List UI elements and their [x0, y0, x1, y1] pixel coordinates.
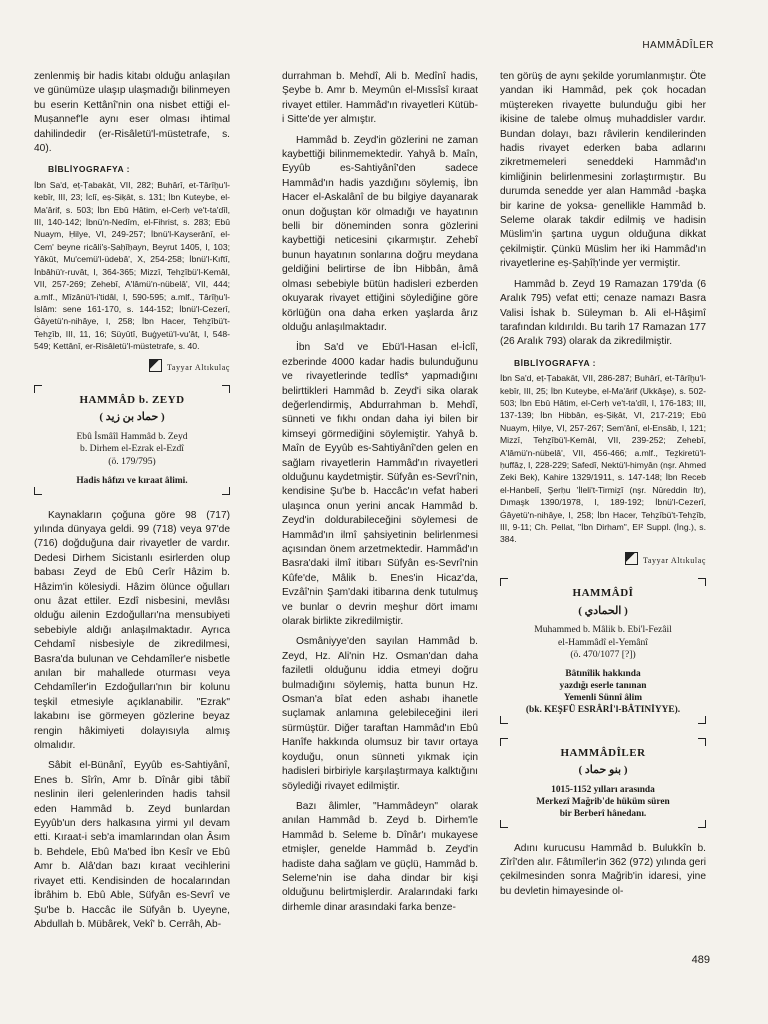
paragraph: durrahman b. Mehdî, Ali b. Medînî hadis, Şeybe b. Amr b. Meymûn el-Mıssîsî kıraat rivayet ettiler. Hammâd'ın rivayetleri Kütüb-i Sitte'de yer almıştır. [282, 71, 478, 126]
paragraph: Hammâd b. Zeyd'in gözlerini ne zaman kaybettiği bilinmemektedir. Yahyâ b. Maîn, Eyyûb es-Sahtiyânî'den sadece Hammâd'ın hadis yazdığını söylemiş, İbn Hacer el-Askalânî de bu bilgiye dayanarak onun doğuştan kör olmadığı ve hayatının belli bir döneminden sonra gözlerini kaybettiği neticesini çıkarmıştır. Zehebî bunun hayatının sonlarına doğru meydana geldiğini belirtirse de İbn Hibbân, âmâ olması sebebiyle bütün hadisleri ezberden okuyarak rivayet ettiğini söylediğine göre körlüğün ona daha erken yaşlarda ârız olduğu anlaşılmaktadır. [282, 134, 478, 333]
entry-meta-line: (ö. 179/795) [108, 455, 156, 467]
entry-description-line: Merkezî Mağrib'de hüküm süren [536, 796, 670, 807]
author-logo-icon [149, 359, 162, 372]
author-name: Tayyar Altıkulaç [642, 555, 706, 565]
entry-title: HAMMÂDÎLER [560, 746, 646, 759]
paragraph: ten görüş de aynı şekilde yorumlanmıştır. Öte yandan iki Hammâd, pek çok hocadan müştereken rivayette bulunduğu gibi her ikisine de talebe olmuş muhaddisler vardır. Bundan dolayı, bazı râvilerin kendilerinden hadis rivayet ederken baba adlarını zikretmemeleri seneddeki Hammâd'ın kimliğinin belirlenmesini zorlaştırmıştır. Bu durumda senedde yer alan Hammâd -başka bir karine de yoksa- genellikle Hammâd b. Seleme olarak takdir edilmiş ve hadisin Müslim'in şartına uygun olduğuna dikkat çekilmiştir. Çünkü Müslim her iki Hammâd'ın rivayetlerine eṣ-Ṣaḥîḥ'inde yer vermiştir. [500, 71, 706, 270]
author-logo-icon [625, 552, 638, 565]
entry-meta-line: (ö. 470/1077 [?]) [570, 649, 636, 661]
paragraph: zenlenmiş bir hadis kitabı olduğu anlaşılan ve günümüze ulaşıp ulaşmadığı bilinmeyen bu eserin Kettânî'nin ona nisbet ettiği el-Muṣannef'le aynı eser olması ihtimal dahilindedir (er-Risâletü'l-müstetrafe, s. 40). [34, 71, 230, 155]
entry-description-line: Bâtınîlik hakkında [565, 668, 641, 679]
entry-description: Hadis hâfızı ve kıraat âlimi. [76, 475, 188, 486]
column-3 [500, 70, 706, 905]
bibliography-heading: BİBLİYOGRAFYA : [48, 164, 130, 175]
author-signature [500, 552, 706, 568]
entry-meta [512, 624, 694, 662]
entry-cross-reference[interactable]: (bk. KEŞFÜ ESRÂRİ'l-BÂTINİYYE). [525, 704, 681, 715]
bibliography-text: İbn Sa'd, eṭ-Ṭabakāt, VII, 286-287; Buhârî, et-Târîḫu'l-kebîr, III, 25; İbn Kuteybe, el-Ma'ârif (Ukkâşe), s. 502-503; İbn Ebû Hâtim, el-Cerḥ ve't-ta'dîl, I, 176-183; III, 137-139; İbn Hibbân, eṣ-Ṣiḳât, VI, 217-219; Ebû Nuaym, Ḥilye, VI, 257-267; Sem'ânî, el-Ensâb, I, 121; Mizzî, Tehẕîbü'l-Kemâl, VII, 239-252; Zehebî, A'lâmü'n-nübelâ', VII, 456-466; a.mlf., Teẕkiretü'l-ḥuffâẓ, I, 228-229; Safedî, Nektü'l-himyân (nşr. Ahmed Zeki Bek), Kahire 1329/1911, s. 147-148; İbn Receb el-Hanbelî, Şerḥu 'İleli't-Tirmiẕî (nşr. Nûreddin Itr), Dımaşk 1390/1978, I, 189-192; İbnü'l-Cezerî, Ġâyetü'n-nihâye, I, 258; İbn Hacer, Tehẕîbü't-Tehẕîb, III, 9-11; Ch. Pellat, "İbn Dirham", EI² Suppl. (İng.), s. 384. [500, 373, 706, 545]
entry-meta-line: b. Dirhem el-Ezrak el-Ezdî [80, 443, 184, 455]
entry-heading-box [500, 578, 706, 724]
entry-description [512, 668, 694, 716]
entry-meta-line: Ebû İsmâîl Hammâd b. Zeyd [76, 430, 188, 442]
entry-description-line: Yemenli Sünnî âlim [563, 692, 643, 703]
entry-meta [46, 431, 218, 469]
entry-description-line: 1015-1152 yılları arasında [551, 784, 655, 795]
entry-heading-box [500, 738, 706, 828]
author-signature [34, 359, 230, 375]
entry-title: HAMMÂDÎ [572, 587, 634, 600]
running-header: HAMMÂDÎLER [642, 40, 714, 51]
paragraph: Osmâniyye'den sayılan Hammâd b. Zeyd, Hz. Ali'nin Hz. Osman'dan daha faziletli olduğunu iddia etmeyi doğru bulmadığını söylemiş, hatta bunun Hz. Osman'a bîat eden ashabı ihanetle suçlamak anlamına gelebileceğini ileri sürmüştür. Diğer taraftan Hammâd'ın Ebû Hanîfe hakkında olumsuz bir tavır ortaya koyduğu, onun sünneti yıkmak için hadisleri birbiriyle karşılaştırmaya kalktığını söylediği rivayet edilmiştir. [282, 636, 478, 792]
bibliography-heading: BİBLİYOGRAFYA : [514, 357, 596, 368]
bibliography-text: İbn Sa'd, eṭ-Ṭabakāt, VII, 282; Buhârî, et-Târîḫu'l-kebîr, III, 23; İclî, eṣ-Ṣiḳāt, s. 131; İbn Kuteybe, el-Ma'ârif, s. 503; İbn Ebû Hâtim, el-Cerḥ ve't-ta'dîl, III, 140-142; İbnü'n-Nedîm, el-Fihrist, s. 283; Ebû Nuaym, Ḥilye, VI, 249-257; İbnü'l-Kayserânî, el-Cem' beyne ricâli'ṣ-Ṣaḥîḥayn, Beyrut 1405, I, 103; Yâkūt, Mu'cemü'l-üdebâ', X, 254-258; İbnü'l-Kıftî, İnbâhü'r-ruvât, I, 364-365; Mizzî, Tehẕîbü'l-Kemâl, VII, 257-269; Zehebî, A'lâmü'n-nübelâ', VII, 444; a.mlf., Mîzânü'l-i'tidâl, I, 590-595; a.mlf., Târîḫu'l-İslâm: sene 161-170, s. 144-152; İbnü'l-Cezerî, Ġâyetü'n-nihâye, I, 258; İbn Hacer, Tehẕîbü't-Tehẕîb, III, 11, 16; Süyûtî, Buġyetü'l-vu'ât, I, 548-549; Kettânî, er-Risâletü'l-müstetrafe, s. 40. [34, 179, 230, 352]
author-name: Tayyar Altıkulaç [166, 362, 230, 372]
paragraph: Hammâd b. Zeyd 19 Ramazan 179'da (6 Aralık 795) vefat etti; cenaze namazı Basra Valisi İshak b. Süleyman b. Ali el-Hâşimî tarafından kıldırıldı. Bu tarih 17 Ramazan 177 (26 Aralık 793) olarak da zikredilmiştir. [500, 278, 706, 348]
entry-description-line: bir Berberî hânedanı. [559, 808, 647, 819]
paragraph: Bazı âlimler, "Hammâdeyn" olarak anılan Hammâd b. Zeyd b. Dirhem'le Hammâd b. Seleme b. Dînâr'ı mukayese etmişler, genelde Hammâd b. Zeyd'in hadiste daha sağlam ve güçlü, Hammâd b. Seleme'nin ise daha dindar bir kişi olduğunu belirtmişlerdir. Aralarındaki farkı dirhemle dinar arasındaki farka benze- [282, 800, 478, 913]
entry-meta-line: el-Hammâdî el-Yemânî [558, 636, 648, 648]
page-number: 489 [691, 954, 710, 966]
entry-arabic-title: ( الحمادي ) [578, 604, 628, 617]
entry-arabic-title: ( حماد بن زيد ) [99, 411, 165, 424]
paragraph: Adını kurucusu Hammâd b. Bulukkîn b. Zîrî'den alır. Fâtımîler'in 362 (972) yılında geri çekilmesinden sonra Mağrib'in idaresi, yine bu devletin himayesinde ol- [500, 842, 706, 897]
entry-title: HAMMÂD b. ZEYD [79, 393, 185, 406]
column-2 [282, 70, 478, 921]
entry-arabic-title: ( بنو حماد ) [578, 764, 628, 777]
entry-meta-line: Muhammed b. Mâlik b. Ebi'l-Fezâil [534, 624, 672, 636]
entry-description [512, 784, 694, 820]
entry-heading-box [34, 385, 230, 495]
entry-description-line: yazdığı eserle tanınan [559, 680, 647, 691]
paragraph: İbn Sa'd ve Ebü'l-Hasan el-İclî, ezberinde 4000 kadar hadis bulunduğunu ve rivayetlerinde tedlîs* yapmadığını belirttikleri Hammâd b. Zeyd'i sika olarak değerlendirmiş, Abdurrahman b. Mehdî, sünneti ve fıkhı ondan daha iyi bilen bir kimseyi görmediğini söylemiştir. Yahyâ b. Maîn de Eyyûb es-Sahtiyânî'den gelen en sağlam rivayetlerin Hammâd'ın rivayetleri olduğunu kaydetmiştir. Süfyân es-Sevrî'nin, kendisine Şu'be b. Haccâc'ın vefat haberi ulaşınca onun yerini ancak Hammâd b. Zeyd'in doldurabileceğini söylemesi de Hammâd'ın ilmî şahsiyetinin belirlenmesi açısından önem arzetmektedir. Hammâd'ın Basra'daki ilmî itibarı Süfyân es-Sevrî'nin Kûfe'de, Mâlik b. Enes'in Hicaz'da, Evzâî'nin Şam'daki itibarına denk tutulmuş ve bunlar o devrin meşhur dört imamı olarak birlikte zikredilmiştir. [282, 342, 478, 628]
column-1 [34, 70, 230, 938]
paragraph: Kaynakların çoğuna göre 98 (717) yılında dünyaya geldi. 99 (718) veya 97'de (716) doğduğuna dair rivayetler de vardır. Dedesi Dirhem Sicistanlı esirlerden olup babası Zeyd de Ebû Cerîr Hâzim b. Hâzim'in kölesiydi. Hâzim ölünce oğulları onu âzat ettiler. Ezdî nisbesini, mevlâsı olduğu ailenin Ezdoğulları'na mensubiyeti sebebiyle aldığı anlaşılmaktadır. Ayrıca Cehdamî nisbesiyle de zikredilmesi, Basra'da bulunan ve Cehdamîler'e nisbetle anılan bir mahallede oturması veya Cehdamîler'in Ezdoğulları'nın bir kolunu teşkil etmesiyle açıklanabilir. "Ezrak" lakabını ise görmeyen gözlerine beyaz rengin hâkimiyeti dolayısıyla almış olmalıdır. [34, 509, 230, 752]
paragraph: Sâbit el-Bünânî, Eyyûb es-Sahtiyânî, Enes b. Sîrîn, Amr b. Dînâr gibi tâbiî neslinin ileri gelenlerinden hadis tahsil eden Hammâd b. Zeyd bunlardan Eyyûb'un ders halkasına yirmi yıl devam etti. Kıraat-i seb'a imamlarından olan Âsım b. Behdele, Ebû Ma'bed İbn Kesîr ve Ebû Amr b. Alâ'dan bazı kıraat vecihlerini rivayet etti. Kendisinden de hocalarından İbrâhim b. Ebû Able, Süfyân es-Sevrî ve Şu'be b. Haccâc ile Süfyân b. Uyeyne, Abdullah b. Mübârek, Vekî' b. Cerrâh, Ab- [34, 760, 230, 930]
